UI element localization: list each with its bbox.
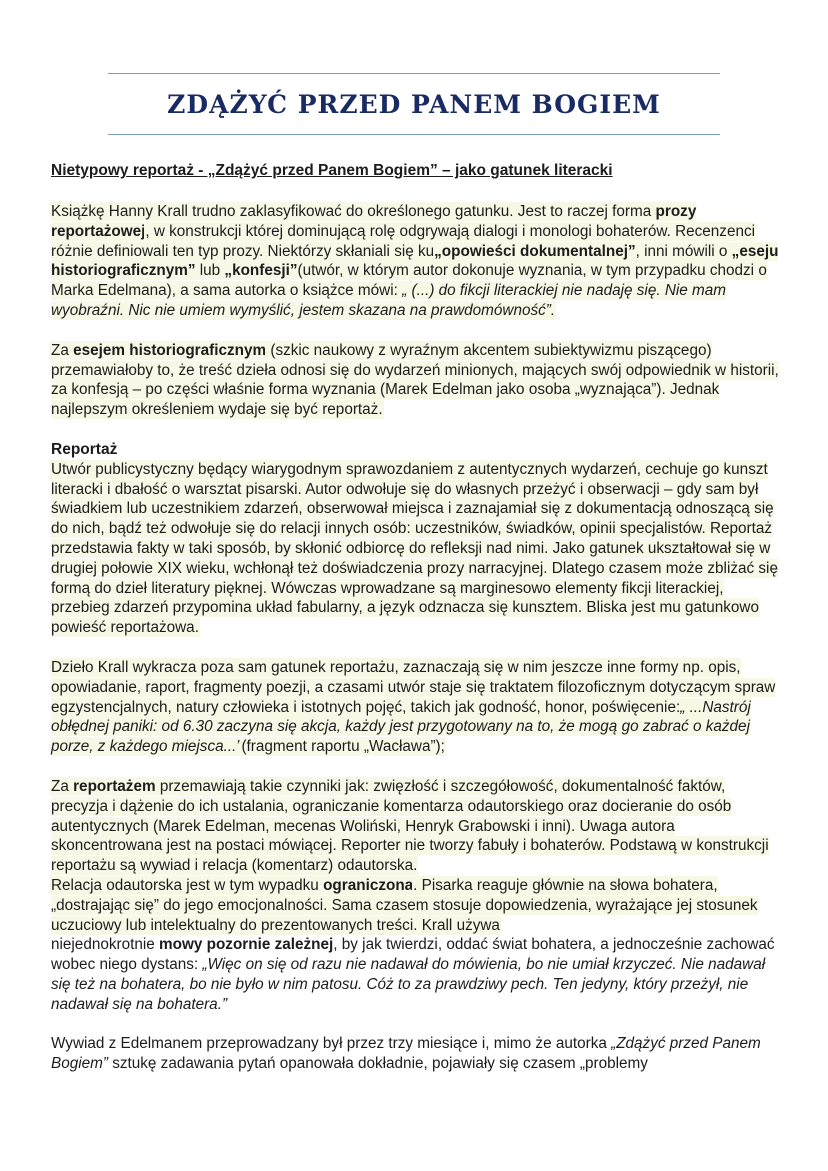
page-title: ZDĄŻYĆ PRZED PANEM BOGIEM (167, 90, 661, 119)
text-run: (szkic naukowy z wyraźnym akcentem subiektywizmu piszącego) przemawiałoby to, że treść dzieła odnosi się do wydarzeń minionych, mających swój odpowiednik w historii, za konfesją – po części właśnie forma wyznania (Marek Edelman jako osoba „wyznająca”). Jednak najlepszym określeniem wydaje się być reportaż. (51, 341, 779, 419)
quote-run: „Więc on się od razu nie nadawał do mówienia, bo nie umiał krzyczeć. Nie nadawał się też na bohatera, bo nie było w nim patosu. Cóż to za prawdziwy pech. Ten jedyny, który przeżył, nie nadawał się na bohatera.” (51, 956, 766, 1013)
bold-run: reportażem (73, 777, 156, 795)
bold-run: ograniczona (323, 876, 414, 894)
text-run: , by jak twierdzi, oddać świat bohatera, a jednocześnie zachować wobec niego dystans: (51, 936, 775, 974)
paragraph-reportaz (51, 460, 781, 638)
paragraph-reportage-factors (51, 777, 781, 1015)
bold-run: mowy pozornie zależnej (159, 936, 334, 954)
text-run: , inni mówili o (635, 242, 732, 260)
bottom-rule (108, 134, 720, 135)
text-run: (utwór, w którym autor dokonuje wyznania, w tym przypadku chodzi o Marka Edelmana), a sama autorka o książce mówi: (51, 262, 767, 300)
text-run: , w konstrukcji której dominującą rolę odgrywają dialogi i monologi bohaterów. Recenzenci różnie definiowali ten typ prozy. Niektórzy skłaniali się ku (51, 222, 756, 260)
text-run: niejednokrotnie (51, 936, 160, 954)
paragraph-genre (51, 202, 781, 321)
text-run: Za (51, 777, 74, 795)
text-run: . Pisarka reaguje głównie na słowa bohatera, „dostrajając się” do jego emocjonalności. Sama czasem stosuje dopowiedzenia, wyrażające jej stosunek uczuciowy lub intelektualny do prezentowanych treści. Krall używa (51, 876, 758, 934)
text-run: (fragment raportu „Wacława”); (241, 738, 445, 756)
bold-run: „konfesji” (224, 262, 298, 280)
content (51, 160, 781, 1074)
text-run: Dzieło Krall wykracza poza sam gatunek reportażu, zaznaczają się w nim jeszcze inne formy np. opis, opowiadanie, raport, fragmenty poezji, a czasami utwór staje się traktatem filozoficznym dotyczącym spraw egzystencjalnych, natury człowieka i istotnych pojęć, takich jak godność, honor, poświęcenie: (51, 658, 776, 716)
quote-run: „Zdążyć przed Panem Bogiem” (51, 1035, 761, 1073)
text-run: lub (195, 262, 225, 280)
quote-run: „ (...) do fikcji literackiej nie nadaję się. Nie mam wyobraźni. Nic nie umiem wymyślić, jestem skazana na prawdomówność”. (51, 282, 727, 319)
text-run: Za (51, 341, 74, 359)
text-run: Książkę Hanny Krall trudno zaklasyfikować do określonego gatunku. Jest to raczej forma (51, 203, 656, 220)
bold-run: prozy reportażowej (51, 203, 697, 240)
bold-run: „eseju historiograficznym” (51, 242, 779, 280)
quote-run: „ ...Nastrój obłędnej paniki: od 6.30 zaczyna się akcja, każdy jest przygotowany na to, że mogą go zabrać o każdej porze, z każdego miejsca...” (51, 698, 751, 756)
text-run: sztukę zadawania pytań opanowała dokładnie, pojawiały się czasem „problemy (107, 1055, 648, 1073)
text-run: Relacja odautorska jest w tym wypadku (51, 876, 324, 894)
text-run: przemawiają takie czynniki jak: zwięzłość i szczegółowość, dokumentalność faktów, precyzja i dążenie do ich ustalania, ograniczanie komentarza odautorskiego oraz docieranie do osób autentycznych (Marek Edelman, mecenas Woliński, Henryk Grabowski i inni). Uwaga autora skoncentrowana jest na postaci mówiącej. Reporter nie tworzy fabuły i bohaterów. Podstawą w konstrukcji reportażu są wywiad i relacja (komentarz) odautorska. (51, 777, 769, 875)
paragraph-forms (51, 658, 781, 757)
top-rule (108, 73, 720, 74)
text-run: Utwór publicystyczny będący wiarygodnym sprawozdaniem z autentycznych wydarzeń, cechuje go kunszt literacki i dbałość o warsztat pisarski. Autor odwołuje się do własnych przeżyć i obserwacji – gdy sam był świadkiem lub uczestnikiem zdarzeń, obserwował miejsca i zaznajamiał się z dokumentacją odnoszącą się do nich, bądź też odwołuje się do relacji innych osób: uczestników, świadków, opinii specjalistów. Reportaż przedstawia fakty w taki sposób, by skłonić odbiorcę do refleksji nad nimi. Jako gatunek ukształtował się w drugiej połowie XIX wieku, wchłonął też doświadczenia prozy narracyjnej. Dlatego czasem może zbliżać się formą do dzieł literatury pięknej. Wówczas wprowadzane są marginesowo elementy fikcji literackiej, przebieg zdarzeń przypomina układ fabularny, a język odznacza się kunsztem. Bliska jest mu gatunkowo powieść reportażowa. (51, 460, 778, 637)
bold-run: „opowieści dokumentalnej” (434, 242, 636, 260)
bold-run: esejem historiograficznym (73, 341, 267, 359)
paragraph-interview (51, 1034, 781, 1074)
section-heading: Nietypowy reportaż - „Zdążyć przed Panem Bogiem” – jako gatunek literacki (51, 162, 613, 179)
reportaz-heading: Reportaż (51, 440, 118, 458)
paragraph-essay (51, 341, 781, 420)
text-run: Wywiad z Edelmanem przeprowadzany był przez trzy miesiące i, mimo że autorka (51, 1035, 612, 1053)
